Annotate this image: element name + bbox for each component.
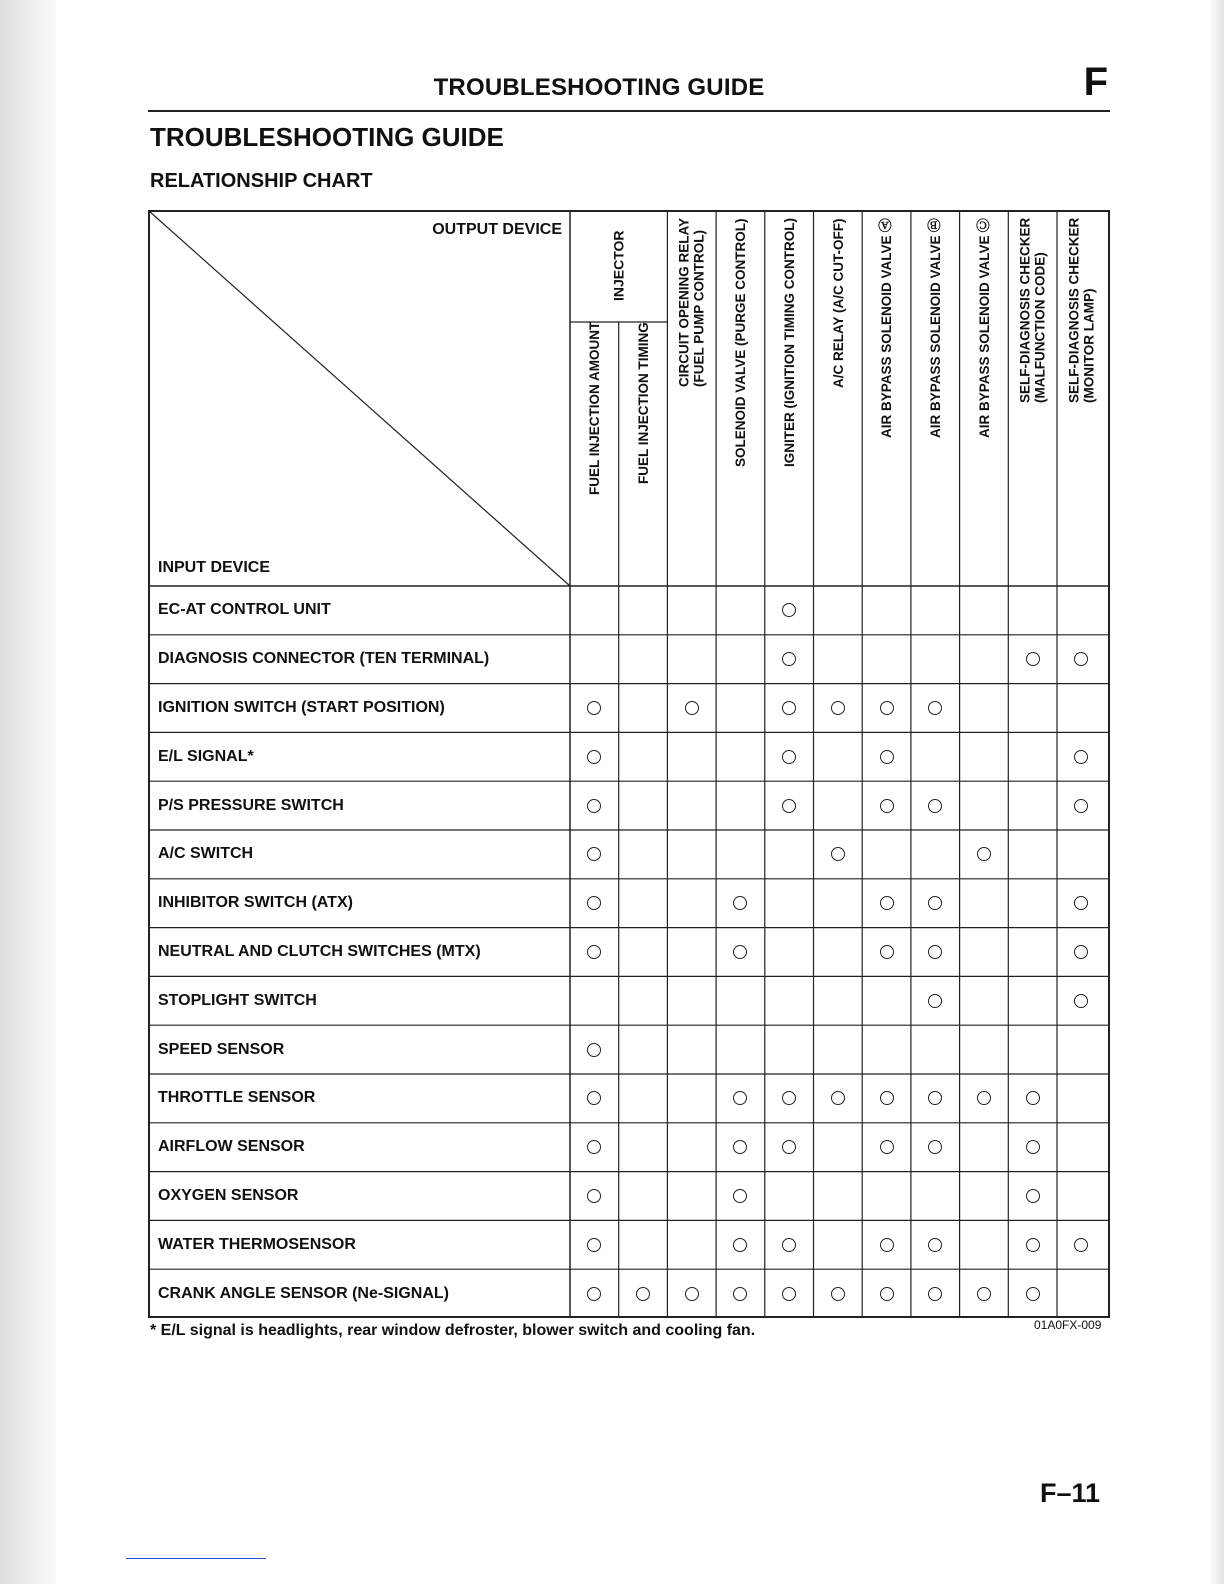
relationship-mark — [685, 1287, 699, 1301]
column-header — [911, 218, 960, 574]
page-header — [148, 62, 1110, 112]
output-device-label: OUTPUT DEVICE — [432, 221, 562, 238]
injector-group-header — [570, 210, 667, 322]
page-edge-shadow-right — [1210, 0, 1224, 1584]
relationship-mark — [928, 994, 942, 1008]
column-header-label: AIR BYPASS SOLENOID VALVE Ⓐ — [879, 218, 895, 438]
column-header — [570, 322, 619, 574]
relationship-mark — [685, 701, 699, 715]
relationship-mark — [928, 1238, 942, 1252]
column-header — [862, 218, 911, 574]
relationship-mark — [880, 799, 894, 813]
relationship-mark — [636, 1287, 650, 1301]
section-letter: F — [1083, 60, 1108, 104]
relationship-mark — [733, 1287, 747, 1301]
relationship-mark — [1026, 1287, 1040, 1301]
column-header-label: FUEL INJECTION AMOUNT — [586, 322, 602, 496]
input-device-row-label: CRANK ANGLE SENSOR (Ne-SIGNAL) — [158, 1284, 449, 1302]
input-device-row-label: EC-AT CONTROL UNIT — [158, 601, 331, 619]
relationship-mark — [1026, 1189, 1040, 1203]
column-header-label: CIRCUIT OPENING RELAY (FUEL PUMP CONTROL) — [676, 218, 707, 388]
relationship-mark — [587, 1287, 601, 1301]
input-device-row-label: WATER THERMOSENSOR — [158, 1235, 356, 1253]
column-header — [765, 218, 814, 574]
relationship-mark — [880, 1238, 894, 1252]
column-header — [814, 218, 863, 574]
column-header — [960, 218, 1009, 574]
input-device-row-label: SPEED SENSOR — [158, 1040, 285, 1058]
input-device-row-label: STOPLIGHT SWITCH — [158, 991, 317, 1009]
injector-group-label: INJECTOR — [610, 230, 627, 302]
relationship-mark — [1026, 1091, 1040, 1105]
input-device-row-label: A/C SWITCH — [158, 845, 254, 863]
section-title: TROUBLESHOOTING GUIDE — [150, 122, 504, 152]
header-title: TROUBLESHOOTING GUIDE — [433, 74, 765, 101]
relationship-mark — [880, 1287, 894, 1301]
relationship-mark — [880, 896, 894, 910]
relationship-mark — [782, 1238, 796, 1252]
input-device-row-label: P/S PRESSURE SWITCH — [158, 796, 344, 814]
relationship-mark — [880, 1091, 894, 1105]
column-header-label: SELF-DIAGNOSIS CHECKER (MONITOR LAMP) — [1066, 218, 1097, 404]
column-header — [716, 218, 765, 574]
column-header — [1008, 218, 1057, 574]
relationship-mark — [782, 799, 796, 813]
column-header-label: FUEL INJECTION TIMING — [635, 322, 651, 484]
input-device-row-label: E/L SIGNAL* — [158, 747, 254, 765]
sub-title: RELATIONSHIP CHART — [150, 170, 373, 192]
relationship-mark — [880, 1140, 894, 1154]
input-device-label: INPUT DEVICE — [158, 559, 271, 576]
column-header-label: AIR BYPASS SOLENOID VALVE Ⓑ — [927, 218, 943, 438]
column-header-label: SOLENOID VALVE (PURGE CONTROL) — [732, 218, 748, 467]
input-device-row-label: IGNITION SWITCH (START POSITION) — [158, 698, 445, 716]
page-edge-shadow — [0, 0, 56, 1584]
column-header-label: A/C RELAY (A/C CUT-OFF) — [830, 218, 846, 388]
footnote: * E/L signal is headlights, rear window defroster, blower switch and cooling fan. — [150, 1322, 756, 1339]
relationship-mark — [782, 750, 796, 764]
column-header-label: AIR BYPASS SOLENOID VALVE Ⓒ — [976, 218, 992, 438]
relationship-mark — [1026, 1140, 1040, 1154]
column-header — [1057, 218, 1106, 574]
relationship-mark — [782, 1287, 796, 1301]
column-header — [619, 322, 668, 574]
relationship-mark — [1026, 1238, 1040, 1252]
input-device-row-label: AIRFLOW SENSOR — [158, 1138, 305, 1156]
relationship-mark — [831, 701, 845, 715]
input-device-row-label: NEUTRAL AND CLUTCH SWITCHES (MTX) — [158, 942, 481, 960]
page-number: F–11 — [1040, 1478, 1101, 1508]
relationship-mark — [587, 1043, 601, 1057]
header-diagonal — [149, 211, 570, 586]
figure-code: 01A0FX-009 — [1034, 1318, 1102, 1332]
input-device-row-label: THROTTLE SENSOR — [158, 1089, 316, 1107]
input-device-row-label: INHIBITOR SWITCH (ATX) — [158, 894, 353, 912]
relationship-mark — [977, 1287, 991, 1301]
column-header — [667, 218, 716, 574]
relationship-mark — [928, 1287, 942, 1301]
relationship-mark — [831, 1287, 845, 1301]
relationship-mark — [880, 945, 894, 959]
relationship-mark — [880, 701, 894, 715]
relationship-mark — [1026, 652, 1040, 666]
relationship-mark — [928, 799, 942, 813]
input-device-row-label: DIAGNOSIS CONNECTOR (TEN TERMINAL) — [158, 650, 490, 668]
relationship-mark — [1074, 799, 1088, 813]
relationship-mark — [587, 799, 601, 813]
input-device-row-label: OXYGEN SENSOR — [158, 1186, 299, 1204]
relationship-mark — [880, 750, 894, 764]
blue-rule — [126, 1558, 266, 1559]
column-header-label: SELF-DIAGNOSIS CHECKER (MALFUNCTION CODE) — [1017, 218, 1048, 404]
relationship-chart — [148, 210, 1110, 1318]
column-header-label: IGNITER (IGNITION TIMING CONTROL) — [781, 218, 797, 467]
